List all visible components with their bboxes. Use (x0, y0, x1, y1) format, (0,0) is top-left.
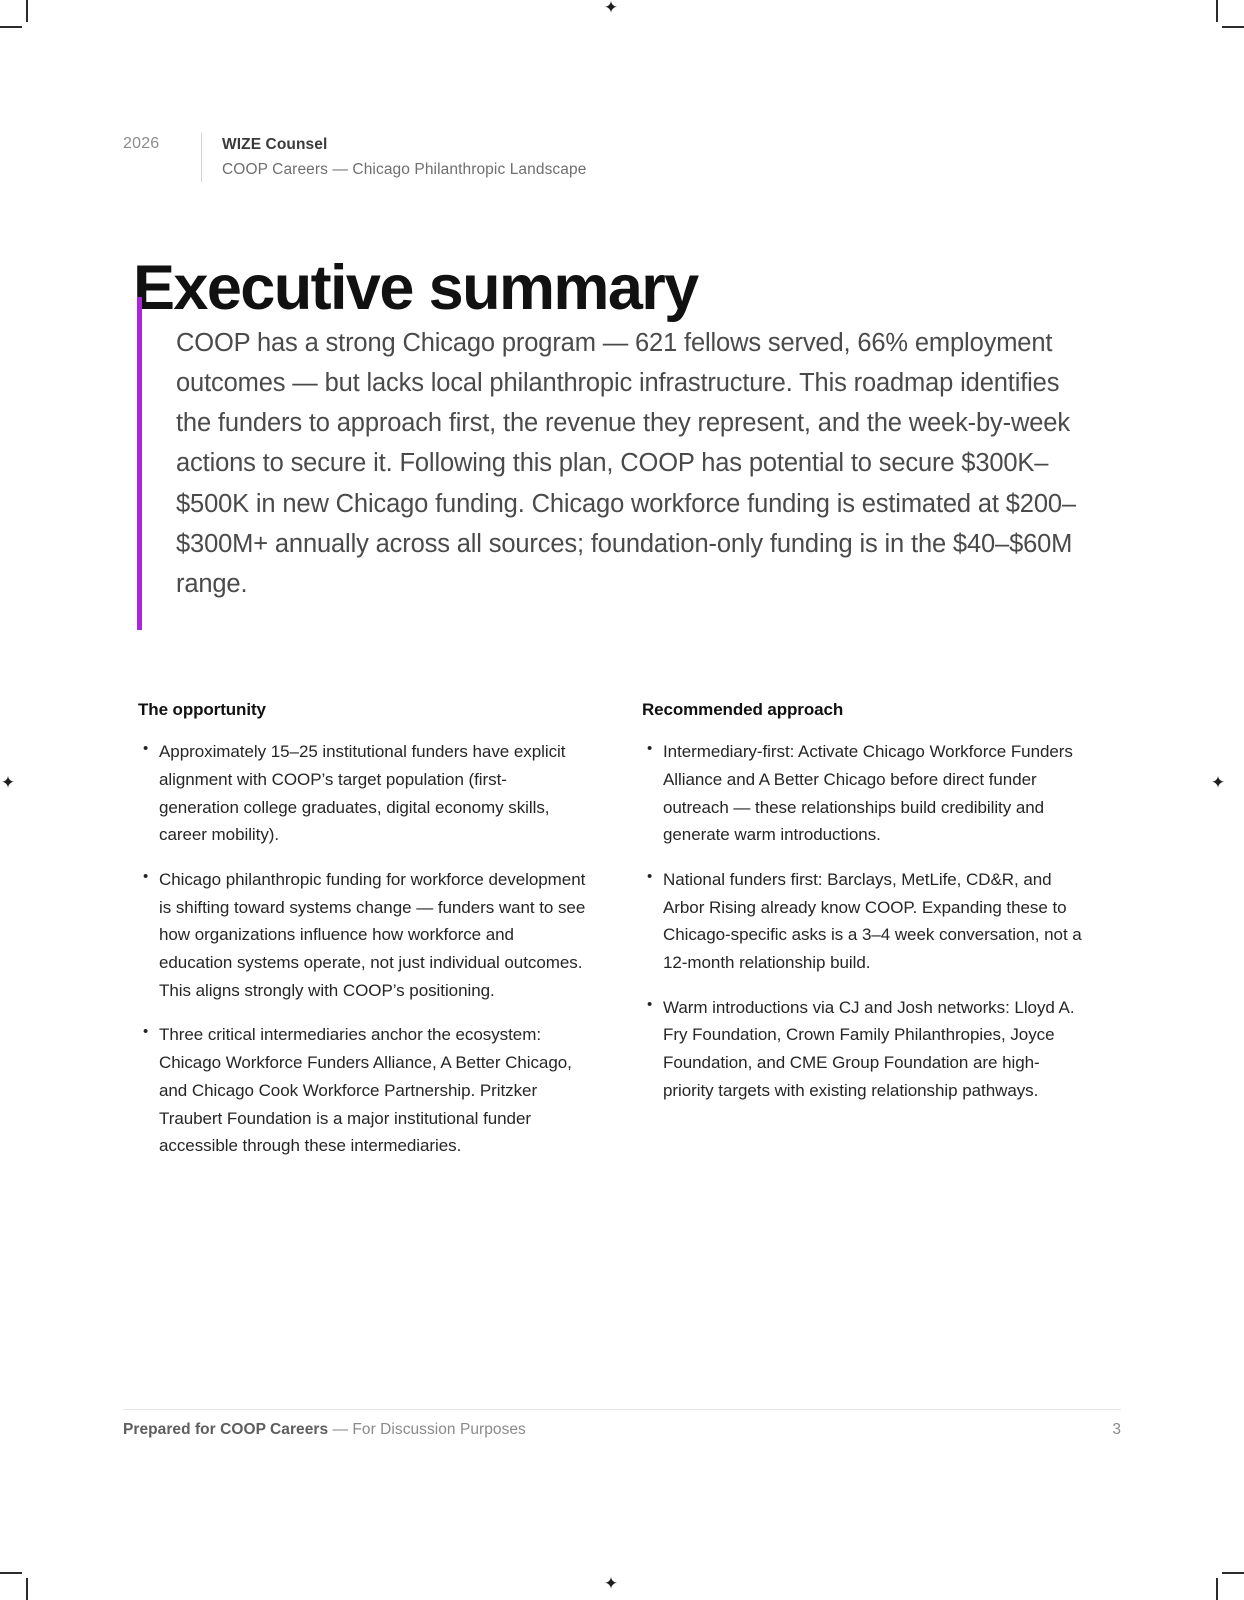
footer-text (123, 1421, 526, 1439)
footer-prepared-for: Prepared for COOP Careers (123, 1421, 329, 1438)
crop-mark-top-right-vertical (1216, 0, 1218, 22)
list-item: • Three critical intermediaries anchor the ecosystem: Chicago Workforce Funders Alliance, A Better Chicago, and Chicago Cook Workforce Partnership. Pritzker Traubert Foundation is a major institutional funder accessible through these intermediaries. (138, 1021, 586, 1160)
column-approach (642, 686, 1090, 1160)
list-item: • Warm introductions via CJ and Josh networks: Lloyd A. Fry Foundation, Crown Family Philanthropies, Joyce Foundation, and CME Group Foundation are high-priority targets with existing relationship pathways. (642, 994, 1090, 1105)
registration-mark-bottom: ✦ (603, 1574, 619, 1594)
header-organization: WIZE Counsel (222, 136, 328, 153)
crop-mark-bottom-right-horizontal (1222, 1572, 1244, 1574)
page-title: Executive summary (133, 253, 698, 324)
registration-mark-top: ✦ (603, 0, 619, 18)
column-opportunity (138, 686, 586, 1160)
footer-divider (123, 1409, 1121, 1410)
document-footer (123, 1421, 1121, 1439)
crop-mark-top-left-vertical (26, 0, 28, 22)
body-columns (138, 686, 1090, 1160)
page-number: 3 (1112, 1421, 1121, 1438)
header-subtitle: COOP Careers — Chicago Philanthropic Landscape (222, 161, 587, 179)
bullet-list-approach (642, 738, 1090, 1104)
list-item: • Intermediary-first: Activate Chicago Workforce Funders Alliance and A Better Chicago before direct funder outreach — these relationships build credibility and generate warm introductions. (642, 738, 1090, 849)
document-header (123, 133, 586, 182)
list-item: • National funders first: Barclays, MetLife, CD&R, and Arbor Rising already know COOP. Expanding these to Chicago-specific asks is a 3–4 week conversation, not a 12-month relationship build. (642, 866, 1090, 977)
list-item: • Chicago philanthropic funding for workforce development is shifting toward systems change — funders want to see how organizations influence how workforce and education systems operate, not just individual outcomes. This aligns strongly with COOP’s positioning. (138, 866, 586, 1005)
column-heading-opportunity: The opportunity (138, 700, 266, 720)
crop-mark-bottom-right-vertical (1216, 1578, 1218, 1600)
crop-mark-top-left-horizontal (0, 26, 22, 28)
header-year: 2026 (123, 135, 160, 152)
header-text-block (222, 133, 586, 182)
column-heading-approach: Recommended approach (642, 700, 844, 720)
lede-text: COOP has a strong Chicago program — 621 fellows served, 66% employment outcomes — but lacks local philanthropic infrastructure. This roadmap identifies the funders to approach first, the revenue they represent, and the week-by-week actions to secure it. Following this plan, COOP has potential to secure $300K–$500K in new Chicago funding. Chicago workforce funding is estimated at $200–$300M+ annually across all sources; foundation-only funding is in the $40–$60M range. (176, 328, 1076, 599)
header-divider (201, 133, 202, 182)
registration-mark-left: ✦ (0, 773, 16, 793)
registration-mark-right: ✦ (1210, 773, 1226, 793)
footer-note: — For Discussion Purposes (332, 1421, 526, 1438)
bullet-list-opportunity (138, 738, 586, 1160)
crop-mark-bottom-left-vertical (26, 1578, 28, 1600)
list-item: • Approximately 15–25 institutional funders have explicit alignment with COOP’s target population (first-generation college graduates, digital economy skills, career mobility). (138, 738, 586, 849)
crop-mark-top-right-horizontal (1222, 26, 1244, 28)
crop-mark-bottom-left-horizontal (0, 1572, 22, 1574)
lede-callout (137, 297, 1082, 630)
